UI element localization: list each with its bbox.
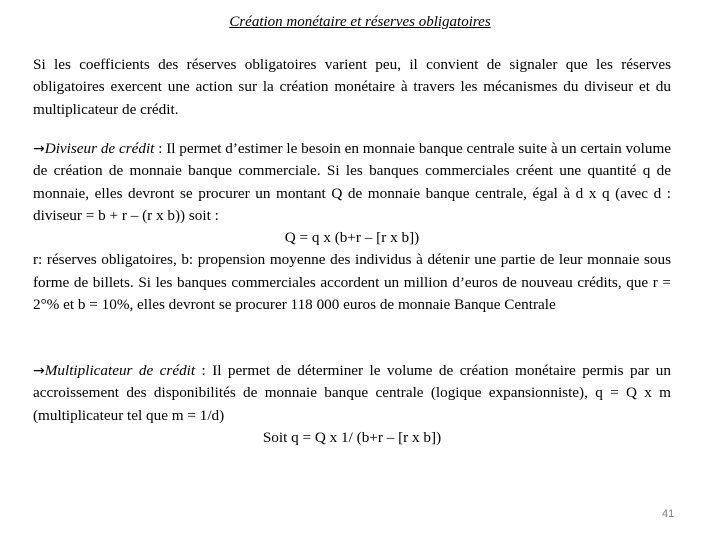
multiplicateur-section xyxy=(33,360,671,449)
intro-paragraph: Si les coefficients des réserves obligatoires varient peu, il convient de signaler que les réserves obligatoires exercent une action sur la création monétaire à travers les mécanismes du diviseur et du multiplicateur de crédit. xyxy=(33,56,671,118)
multiplicateur-text: : Il permet de déterminer le volume de création monétaire permis par un accroissement des disponibilités de monnaie banque centrale (logique expansionniste), q = Q x m (multiplicateur tel que m = 1/d) xyxy=(33,362,671,424)
diviseur-formula: Q = q x (b+r – [r x b]) xyxy=(284,229,420,247)
right-arrow-icon: → xyxy=(33,363,45,379)
multiplicateur-formula: Soit q = Q x 1/ (b+r – [r x b]) xyxy=(262,428,442,446)
slide-title: Création monétaire et réserves obligatoires xyxy=(229,14,491,30)
diviseur-term: Diviseur de crédit xyxy=(44,140,155,157)
diviseur-section xyxy=(33,138,671,316)
multiplicateur-term: Multiplicateur de crédit xyxy=(44,362,196,379)
page-number: 41 xyxy=(662,508,675,520)
right-arrow-icon: → xyxy=(33,141,45,157)
diviseur-text: : Il permet d’estimer le besoin en monnaie banque centrale suite à un certain volume de création de monnaie banque commerciale. Si les banques commerciales créent une quantité q de monnaie, elles devront se procurer un montant Q de monnaie banque centrale, égal à d x q (avec d : diviseur = b + r – (r x b)) soit : xyxy=(33,140,672,224)
diviseur-note: r: réserves obligatoires, b: propension moyenne des individus à détenir une partie de leur monnaie sous forme de billets. Si les banques commerciales accordent un million d’euros de nouveau crédits, que r = 2°% et b = 10%, elles devront se procurer 118 000 euros de monnaie Banque Centrale xyxy=(33,251,671,314)
